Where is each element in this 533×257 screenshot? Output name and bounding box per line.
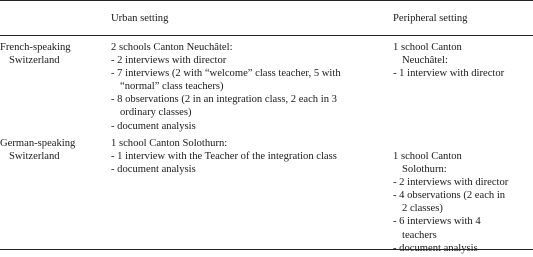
table-header-rule bbox=[0, 35, 533, 36]
cell-german-urban bbox=[111, 137, 337, 176]
cell-line: 1 school Canton Solothurn: bbox=[111, 138, 228, 149]
cell-line: - document analysis bbox=[111, 164, 196, 176]
row-label-line: Switzerland bbox=[9, 151, 60, 163]
row-label-german bbox=[0, 137, 75, 163]
cell-line: - 1 interview with the Teacher of the integration class bbox=[111, 151, 337, 163]
row-label-line: German-speaking bbox=[0, 138, 76, 149]
cell-line: - 6 interviews with 4 bbox=[393, 216, 481, 228]
cell-line: 2 classes) bbox=[402, 203, 443, 215]
cell-line: 2 schools Canton Neuchâtel: bbox=[111, 42, 233, 53]
cell-line: - 1 interview with director bbox=[393, 68, 505, 80]
cell-line: ordinary classes) bbox=[120, 107, 192, 119]
cell-line: 1 school Canton bbox=[393, 42, 462, 53]
cell-line: Neuchâtel: bbox=[402, 55, 448, 67]
cell-line: - 8 observations (2 in an integration class, 2 each in 3 bbox=[111, 94, 337, 106]
cell-line: - 2 interviews with director bbox=[111, 55, 227, 67]
cell-line: “normal” class teachers) bbox=[120, 81, 224, 93]
cell-french-peripheral bbox=[393, 41, 504, 80]
cell-line: - 7 interviews (2 with “welcome” class teacher, 5 with bbox=[111, 68, 341, 80]
cell-french-urban bbox=[111, 41, 341, 133]
header-peripheral-setting: Peripheral setting bbox=[393, 13, 468, 24]
row-label-french bbox=[0, 41, 71, 67]
cell-line: teachers bbox=[402, 229, 437, 241]
row-label-line: Switzerland bbox=[9, 55, 60, 67]
cell-line: - 2 interviews with director bbox=[393, 177, 509, 189]
cell-line: - 4 observations (2 each in bbox=[393, 190, 506, 202]
cell-line: - document analysis bbox=[111, 120, 196, 132]
table-top-rule bbox=[0, 0, 533, 1]
cell-line: 1 school Canton bbox=[393, 151, 462, 162]
table-bottom-rule bbox=[0, 249, 533, 250]
cell-german-peripheral bbox=[393, 150, 508, 255]
header-urban-setting: Urban setting bbox=[111, 13, 169, 24]
cell-line: Solothurn: bbox=[402, 164, 447, 176]
row-label-line: French-speaking bbox=[0, 42, 71, 53]
